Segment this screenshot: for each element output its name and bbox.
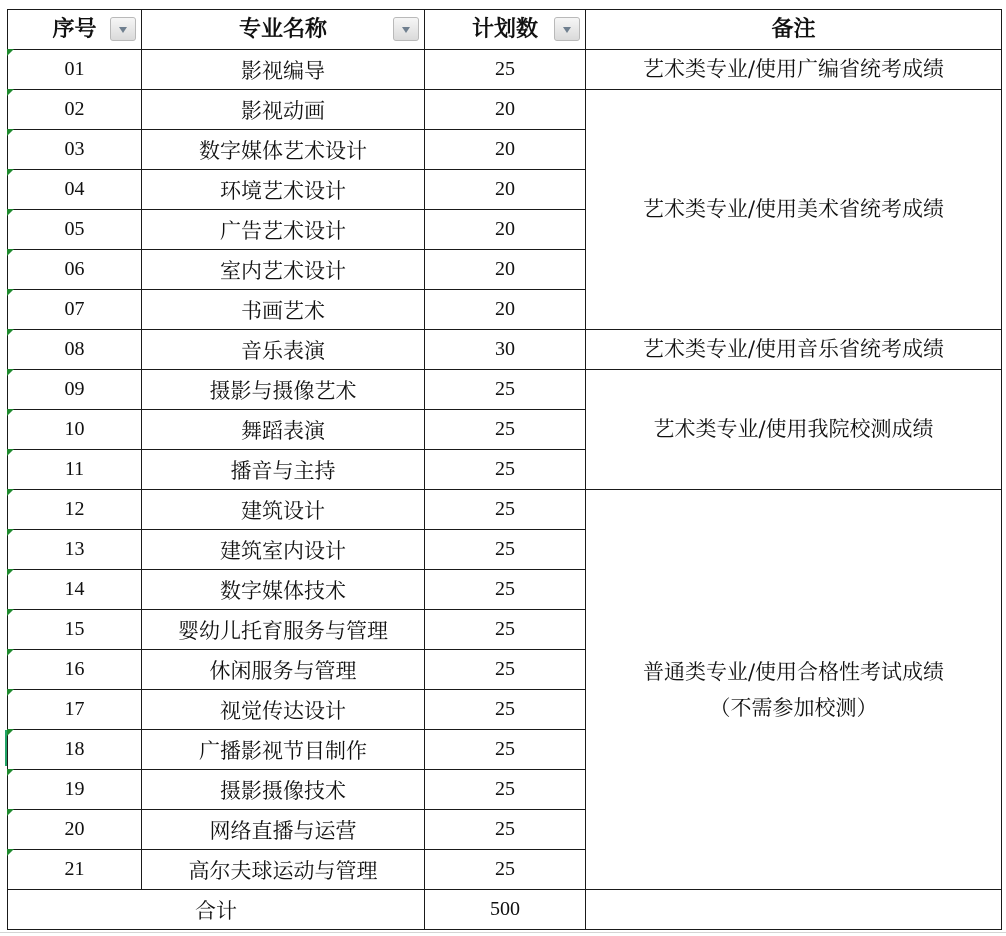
note-line-1: 普通类专业/使用合格性考试成绩 xyxy=(642,659,945,684)
code-text: 14 xyxy=(64,578,85,600)
code-cell[interactable] xyxy=(8,610,142,650)
note-cell[interactable]: 艺术类专业/使用美术省统考成绩 xyxy=(586,90,1002,330)
code-cell[interactable] xyxy=(8,410,142,450)
error-indicator-icon xyxy=(7,489,14,496)
code-text: 11 xyxy=(64,458,85,480)
code-cell[interactable] xyxy=(8,650,142,690)
code-cell[interactable] xyxy=(8,730,142,770)
code-cell[interactable] xyxy=(8,170,142,210)
error-indicator-icon xyxy=(7,249,14,256)
code-cell[interactable] xyxy=(8,90,142,130)
plan-count-cell[interactable]: 25 xyxy=(425,530,586,570)
note-cell[interactable]: 艺术类专业/使用音乐省统考成绩 xyxy=(586,330,1002,370)
error-indicator-icon xyxy=(7,449,14,456)
major-name-cell[interactable]: 婴幼儿托育服务与管理 xyxy=(142,610,425,650)
major-name-cell[interactable]: 播音与主持 xyxy=(142,450,425,490)
major-name-cell[interactable]: 数字媒体艺术设计 xyxy=(142,130,425,170)
header-row xyxy=(8,10,1002,50)
code-text: 15 xyxy=(64,618,85,640)
code-cell[interactable] xyxy=(8,490,142,530)
plan-count-cell[interactable]: 20 xyxy=(425,250,586,290)
header-name-label: 专业名称 xyxy=(238,16,327,42)
error-indicator-icon xyxy=(7,49,14,56)
error-indicator-icon xyxy=(7,689,14,696)
error-indicator-icon xyxy=(7,849,14,856)
table-row xyxy=(8,90,1002,130)
plan-count-cell[interactable]: 25 xyxy=(425,810,586,850)
plan-count-cell[interactable]: 25 xyxy=(425,450,586,490)
error-indicator-icon xyxy=(7,369,14,376)
table-row xyxy=(8,490,1002,530)
note-line-2: （不需参加校测） xyxy=(709,695,878,720)
code-text: 09 xyxy=(64,378,85,400)
major-name-cell[interactable]: 舞蹈表演 xyxy=(142,410,425,450)
code-cell[interactable] xyxy=(8,810,142,850)
error-indicator-icon xyxy=(7,409,14,416)
error-indicator-icon xyxy=(7,729,14,736)
total-label-cell[interactable]: 合计 xyxy=(8,890,425,930)
error-indicator-icon xyxy=(7,289,14,296)
note-cell[interactable] xyxy=(586,490,1002,890)
major-name-cell[interactable]: 室内艺术设计 xyxy=(142,250,425,290)
code-text: 04 xyxy=(64,178,85,200)
gridline xyxy=(0,932,1006,933)
code-text: 20 xyxy=(64,818,85,840)
plan-count-cell[interactable]: 25 xyxy=(425,570,586,610)
code-cell[interactable] xyxy=(8,850,142,890)
error-indicator-icon xyxy=(7,809,14,816)
code-text: 07 xyxy=(64,298,85,320)
error-indicator-icon xyxy=(7,529,14,536)
code-text: 02 xyxy=(64,98,85,120)
error-indicator-icon xyxy=(7,329,14,336)
major-name-cell[interactable]: 高尔夫球运动与管理 xyxy=(142,850,425,890)
major-name-cell[interactable]: 影视编导 xyxy=(142,50,425,90)
major-name-cell[interactable]: 建筑室内设计 xyxy=(142,530,425,570)
plan-count-cell[interactable]: 25 xyxy=(425,410,586,450)
code-cell[interactable] xyxy=(8,570,142,610)
header-cell-plan[interactable] xyxy=(425,10,586,50)
code-text: 12 xyxy=(64,498,85,520)
filter-dropdown-button[interactable] xyxy=(393,17,419,41)
total-row xyxy=(8,890,1002,930)
plan-count-cell[interactable]: 30 xyxy=(425,330,586,370)
code-cell[interactable] xyxy=(8,370,142,410)
error-indicator-icon xyxy=(7,169,14,176)
header-note-label: 备注 xyxy=(771,16,816,42)
error-indicator-icon xyxy=(7,129,14,136)
plan-count-cell[interactable]: 20 xyxy=(425,210,586,250)
error-indicator-icon xyxy=(7,649,14,656)
plan-count-cell[interactable]: 25 xyxy=(425,490,586,530)
code-cell[interactable] xyxy=(8,530,142,570)
plan-count-cell[interactable]: 25 xyxy=(425,850,586,890)
code-text: 18 xyxy=(64,738,85,760)
plan-count-cell[interactable]: 25 xyxy=(425,610,586,650)
dropdown-arrow-icon xyxy=(402,27,410,33)
major-name-cell[interactable]: 数字媒体技术 xyxy=(142,570,425,610)
total-note-cell[interactable] xyxy=(586,890,1002,930)
header-cell-note[interactable] xyxy=(586,10,1002,50)
plan-count-cell[interactable]: 20 xyxy=(425,90,586,130)
major-name-cell[interactable]: 影视动画 xyxy=(142,90,425,130)
code-text: 16 xyxy=(64,658,85,680)
note-cell[interactable]: 艺术类专业/使用我院校测成绩 xyxy=(586,370,1002,490)
code-text: 06 xyxy=(64,258,85,280)
code-cell[interactable] xyxy=(8,50,142,90)
major-name-cell[interactable]: 休闲服务与管理 xyxy=(142,650,425,690)
code-text: 08 xyxy=(64,338,85,360)
enrollment-plan-table xyxy=(7,9,1002,930)
plan-count-cell[interactable]: 25 xyxy=(425,730,586,770)
code-text: 05 xyxy=(64,218,85,240)
error-indicator-icon xyxy=(7,569,14,576)
note-cell[interactable]: 艺术类专业/使用广编省统考成绩 xyxy=(586,50,1002,90)
code-cell[interactable] xyxy=(8,330,142,370)
major-name-cell[interactable]: 建筑设计 xyxy=(142,490,425,530)
filter-dropdown-button[interactable] xyxy=(554,17,580,41)
error-indicator-icon xyxy=(7,209,14,216)
plan-count-cell[interactable]: 25 xyxy=(425,50,586,90)
major-name-cell[interactable]: 音乐表演 xyxy=(142,330,425,370)
error-indicator-icon xyxy=(7,609,14,616)
major-name-cell[interactable]: 书画艺术 xyxy=(142,290,425,330)
code-text: 03 xyxy=(64,138,85,160)
code-cell[interactable] xyxy=(8,290,142,330)
code-cell[interactable] xyxy=(8,130,142,170)
major-name-cell[interactable]: 广告艺术设计 xyxy=(142,210,425,250)
code-cell[interactable] xyxy=(8,770,142,810)
code-cell[interactable] xyxy=(8,450,142,490)
error-indicator-icon xyxy=(7,89,14,96)
plan-count-cell[interactable]: 25 xyxy=(425,770,586,810)
dropdown-arrow-icon xyxy=(563,27,571,33)
major-name-cell[interactable]: 摄影与摄像艺术 xyxy=(142,370,425,410)
header-num-label: 序号 xyxy=(52,16,97,42)
major-name-cell[interactable]: 网络直播与运营 xyxy=(142,810,425,850)
header-cell-name[interactable] xyxy=(142,10,425,50)
plan-count-cell[interactable]: 20 xyxy=(425,130,586,170)
header-cell-num[interactable] xyxy=(8,10,142,50)
header-plan-label: 计划数 xyxy=(471,16,538,42)
error-indicator-icon xyxy=(7,769,14,776)
code-text: 17 xyxy=(64,698,85,720)
major-name-cell[interactable]: 摄影摄像技术 xyxy=(142,770,425,810)
code-text: 01 xyxy=(64,58,85,80)
filter-dropdown-button[interactable] xyxy=(110,17,136,41)
major-name-cell[interactable]: 视觉传达设计 xyxy=(142,690,425,730)
code-text: 19 xyxy=(64,778,85,800)
dropdown-arrow-icon xyxy=(119,27,127,33)
plan-count-cell[interactable]: 20 xyxy=(425,290,586,330)
plan-count-cell[interactable]: 25 xyxy=(425,690,586,730)
code-cell[interactable] xyxy=(8,690,142,730)
plan-count-cell[interactable]: 20 xyxy=(425,170,586,210)
code-text: 10 xyxy=(64,418,85,440)
major-name-cell[interactable]: 广播影视节目制作 xyxy=(142,730,425,770)
plan-count-cell[interactable]: 25 xyxy=(425,370,586,410)
plan-count-cell[interactable]: 25 xyxy=(425,650,586,690)
total-value-cell[interactable]: 500 xyxy=(425,890,586,930)
code-text: 21 xyxy=(64,858,85,880)
major-name-cell[interactable]: 环境艺术设计 xyxy=(142,170,425,210)
table-row xyxy=(8,330,1002,370)
table-row xyxy=(8,370,1002,410)
code-cell[interactable] xyxy=(8,210,142,250)
table-row xyxy=(8,50,1002,90)
code-cell[interactable] xyxy=(8,250,142,290)
code-text: 13 xyxy=(64,538,85,560)
